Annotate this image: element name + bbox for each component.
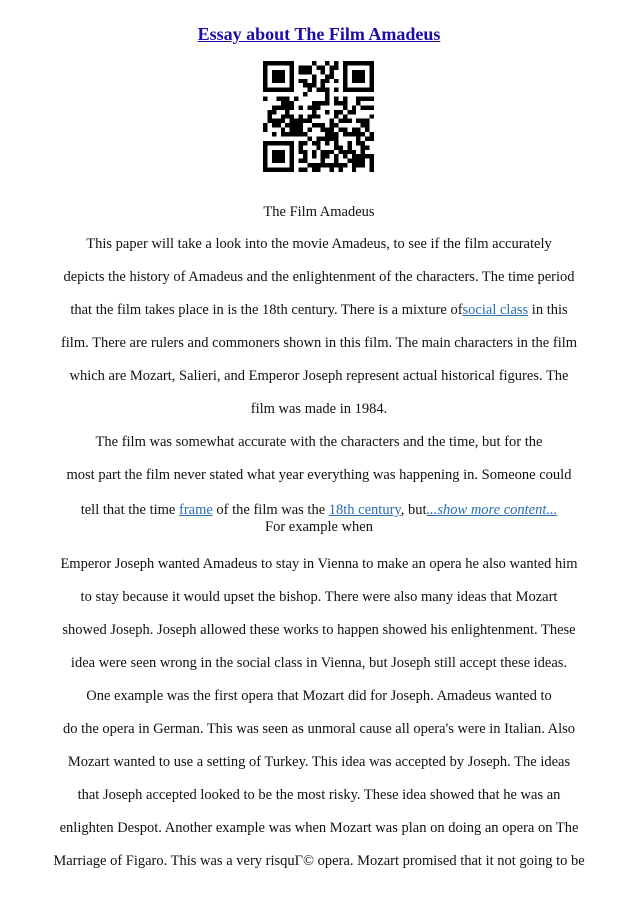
essay-line: to stay because it would upset the bishop. There were also many ideas that Mozart [80, 589, 558, 605]
essay-line: most part the film never stated what year everything was happening in. Someone could [66, 467, 572, 483]
essay-line: The film was somewhat accurate with the characters and the time, but for the [95, 434, 543, 450]
18th-century-link[interactable]: 18th century [328, 502, 401, 518]
frame-link[interactable]: frame [178, 502, 213, 518]
show-more-link[interactable]: ...show more content... [426, 502, 558, 518]
essay-line: which are Mozart, Salieri, and Emperor Joseph represent actual historical figures. The [69, 368, 569, 384]
social-class-link[interactable]: social class [462, 302, 529, 318]
essay-title[interactable]: Essay about The Film Amadeus [197, 24, 441, 44]
essay-line [0, 501, 638, 519]
essay-line: Mozart wanted to use a setting of Turkey. This idea was accepted by Joseph. The ideas [67, 754, 571, 770]
essay-line: enlighten Despot. Another example was when Mozart was plan on doing an opera on The [59, 820, 579, 836]
essay-line-text: in this [528, 302, 568, 318]
essay-line: film was made in 1984. [250, 401, 388, 417]
essay-line-text: that the film takes place in is the 18th century. There is a mixture of [70, 302, 463, 318]
essay-line: Marriage of Figaro. This was a very risquГ© opera. Mozart promised that it not going to be [53, 853, 585, 869]
essay-line-text: , but [400, 502, 427, 518]
essay-heading: The Film Amadeus [263, 204, 375, 220]
essay-line: do the opera in German. This was seen as unmoral cause all opera's were in Italian. Also [62, 721, 576, 737]
essay-line: that Joseph accepted looked to be the most risky. These idea showed that he was an [77, 787, 561, 803]
essay-line: This paper will take a look into the movie Amadeus, to see if the film accurately [86, 236, 552, 252]
essay-line-text: of the film was the [212, 502, 329, 518]
essay-line: depicts the history of Amadeus and the enlightenment of the characters. The time period [63, 269, 575, 285]
essay-line: idea were seen wrong in the social class in Vienna, but Joseph still accept these ideas. [70, 655, 568, 671]
qr-code-icon [263, 61, 374, 172]
essay-line: film. There are rulers and commoners shown in this film. The main characters in the film [60, 335, 578, 351]
essay-line: For example when [265, 519, 373, 535]
essay-line: showed Joseph. Joseph allowed these works to happen showed his enlightenment. These [62, 622, 576, 638]
essay-line [0, 301, 638, 319]
essay-line: One example was the first opera that Mozart did for Joseph. Amadeus wanted to [86, 688, 552, 704]
essay-line: Emperor Joseph wanted Amadeus to stay in Vienna to make an opera he also wanted him [60, 556, 578, 572]
essay-line-text: tell that the time [80, 502, 179, 518]
